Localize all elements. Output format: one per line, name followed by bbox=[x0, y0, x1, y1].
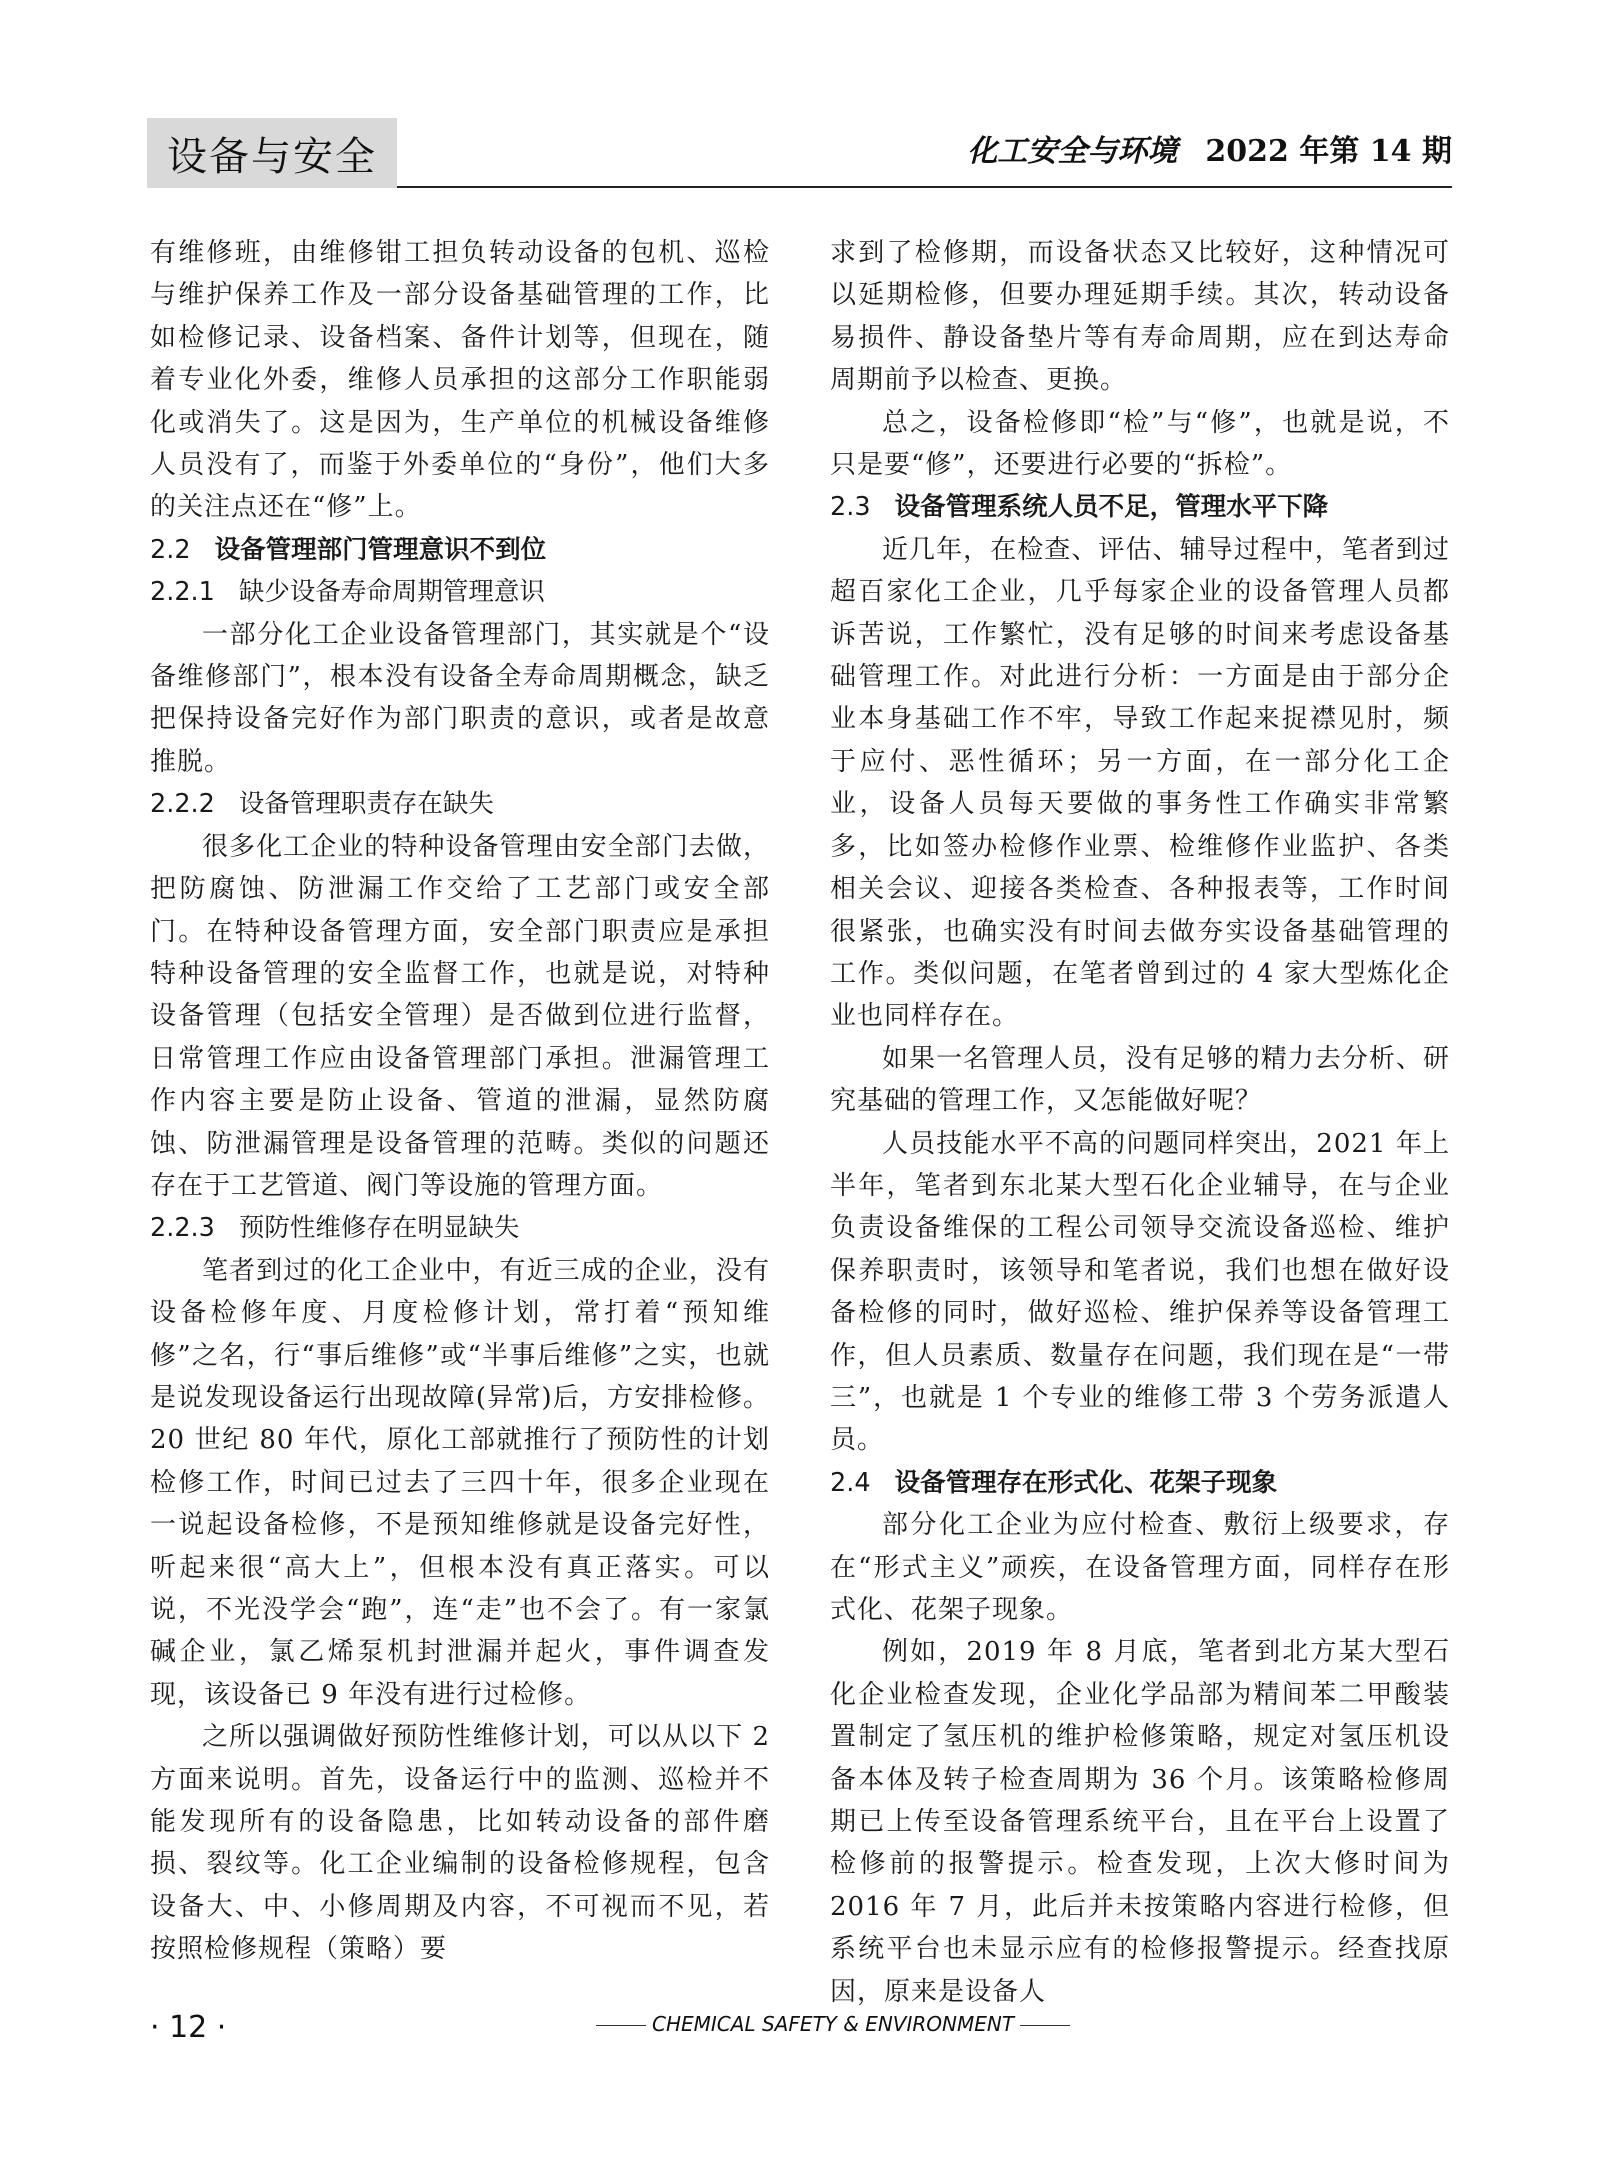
heading-number: 2.2.3 bbox=[150, 1213, 215, 1244]
heading-number: 2.2.1 bbox=[150, 577, 215, 608]
heading-title: 设备管理部门管理意识不到位 bbox=[214, 534, 547, 565]
footer-dash-left bbox=[596, 2025, 646, 2026]
heading-2-4 bbox=[830, 1462, 1450, 1504]
heading-title: 设备管理职责存在缺失 bbox=[238, 789, 494, 820]
heading-2-2 bbox=[150, 529, 770, 571]
paragraph: 如果一名管理人员，没有足够的精力去分析、研究基础的管理工作，又怎能做好呢？ bbox=[830, 1043, 1450, 1117]
footer-dash-right bbox=[1020, 2025, 1070, 2026]
paragraph: 一部分化工企业设备管理部门，其实就是个“设备维修部门”，根本没有设备全寿命周期概念，缺乏把保持设备完好作为部门职责的意识，或者是故意推脱。 bbox=[150, 619, 770, 777]
heading-title: 缺少设备寿命周期管理意识 bbox=[238, 577, 545, 608]
paragraph: 求到了检修期，而设备状态又比较好，这种情况可以延期检修，但要办理延期手续。其次，转动设备易损件、静设备垫片等有寿命周期，应在到达寿命周期前予以检查、更换。 bbox=[830, 238, 1450, 396]
paragraph: 很多化工企业的特种设备管理由安全部门去做，把防腐蚀、防泄漏工作交给了工艺部门或安全部门。在特种设备管理方面，安全部门职责应是承担特种设备管理的安全监督工作，也就是说，对特种设备管理（包括安全管理）是否做到位进行监督，日常管理工作应由设备管理部门承担。泄漏管理工作内容主要是防止设备、管道的泄漏，显然防腐蚀、防泄漏管理是设备管理的范畴。类似的问题还存在于工艺管道、阀门等设施的管理方面。 bbox=[150, 831, 770, 1201]
page-number: · 12 · bbox=[150, 2010, 227, 2045]
heading-title: 预防性维修存在明显缺失 bbox=[238, 1213, 520, 1244]
paragraph: 部分化工企业为应付检查、敷衍上级要求，存在“形式主义”顽疾，在设备管理方面，同样存在形式化、花架子现象。 bbox=[830, 1510, 1450, 1625]
footer-journal bbox=[590, 2012, 1030, 2036]
journal-info bbox=[967, 132, 1452, 172]
left-column bbox=[150, 232, 770, 1971]
heading-number: 2.3 bbox=[830, 492, 871, 523]
paragraph: 之所以强调做好预防性维修计划，可以从以下 2 方面来说明。首先，设备运行中的监测、巡检并不能发现所有的设备隐患，比如转动设备的部件磨损、裂纹等。化工企业编制的设备检修规程，包含设备大、中、小修周期及内容，不可视而不见，若按照检修规程（策略）要 bbox=[150, 1722, 770, 1965]
header-rule bbox=[397, 186, 1452, 188]
footer-journal-name: CHEMICAL SAFETY & ENVIRONMENT bbox=[652, 2012, 1015, 2036]
heading-title: 设备管理系统人员不足，管理水平下降 bbox=[894, 492, 1329, 523]
paragraph: 有维修班，由维修钳工担负转动设备的包机、巡检与维护保养工作及一部分设备基础管理的工作，比如检修记录、设备档案、备件计划等，但现在，随着专业化外委，维修人员承担的这部分工作职能弱化或消失了。这是因为，生产单位的机械设备维修人员没有了，而鉴于外委单位的“身份”，他们大多的关注点还在“修”上。 bbox=[150, 238, 770, 523]
heading-2-2-3 bbox=[150, 1207, 770, 1249]
issue-label: 2022 年第 14 期 bbox=[1205, 134, 1452, 169]
paragraph: 总之，设备检修即“检”与“修”，也就是说，不只是要“修”，还要进行必要的“拆检”。 bbox=[830, 407, 1450, 481]
paragraph: 笔者到过的化工企业中，有近三成的企业，没有设备检修年度、月度检修计划，常打着“预知维修”之名，行“事后维修”或“半事后维修”之实，也就是说发现设备运行出现故障(异常)后，方安排检修。20 世纪 80 年代，原化工部就推行了预防性的计划检修工作，时间已过去了三四十年，很多企业现在一说起设备检修，不是预知维修就是设备完好性，听起来很“高大上”，但根本没有真正落实。可以说，不光没学会“跑”，连“走”也不会了。有一家氯碱企业，氯乙烯泵机封泄漏并起火，事件调查发现，该设备已 9 年没有进行过检修。 bbox=[150, 1255, 770, 1710]
heading-number: 2.2 bbox=[150, 534, 191, 565]
heading-title: 设备管理存在形式化、花架子现象 bbox=[894, 1467, 1278, 1498]
heading-2-3 bbox=[830, 486, 1450, 528]
heading-number: 2.4 bbox=[830, 1467, 871, 1498]
heading-2-2-1 bbox=[150, 571, 770, 613]
paragraph: 例如，2019 年 8 月底，笔者到北方某大型石化企业检查发现，企业化学品部为精间苯二甲酸装置制定了氢压机的维护检修策略，规定对氢压机设备本体及转子检查周期为 36 个月。该策略检修周期已上传至设备管理系统平台，且在平台上设置了检修前的报警提示。检查发现，上次大修时间为 2016 年 7 月，此后并未按策略内容进行检修，但系统平台也未显示应有的检修报警提示。经查找原因，原来是设备人 bbox=[830, 1637, 1450, 2007]
paragraph: 近几年，在检查、评估、辅导过程中，笔者到过超百家化工企业，几乎每家企业的设备管理人员都诉苦说，工作繁忙，没有足够的时间来考虑设备基础管理工作。对此进行分析：一方面是由于部分企业本身基础工作不牢，导致工作起来捉襟见肘，频于应付、恶性循环；另一方面，在一部分化工企业，设备人员每天要做的事务性工作确实非常繁多，比如签办检修作业票、检维修作业监护、各类相关会议、迎接各类检查、各种报表等，工作时间很紧张，也确实没有时间去做夯实设备基础管理的工作。类似问题，在笔者曾到过的 4 家大型炼化企业也同样存在。 bbox=[830, 534, 1450, 1032]
heading-number: 2.2.2 bbox=[150, 789, 215, 820]
paragraph: 人员技能水平不高的问题同样突出，2021 年上半年，笔者到东北某大型石化企业辅导，在与企业负责设备维保的工程公司领导交流设备巡检、维护保养职责时，该领导和笔者说，我们也想在做好设备检修的同时，做好巡检、维护保养等设备管理工作，但人员素质、数量存在问题，我们现在是“一带三”，也就是 1 个专业的维修工带 3 个劳务派遣人员。 bbox=[830, 1128, 1450, 1456]
section-label: 设备与安全 bbox=[147, 118, 397, 188]
right-column bbox=[830, 232, 1450, 2013]
heading-2-2-2 bbox=[150, 783, 770, 825]
page-header bbox=[147, 118, 1452, 188]
journal-name: 化工安全与环境 bbox=[967, 134, 1178, 169]
